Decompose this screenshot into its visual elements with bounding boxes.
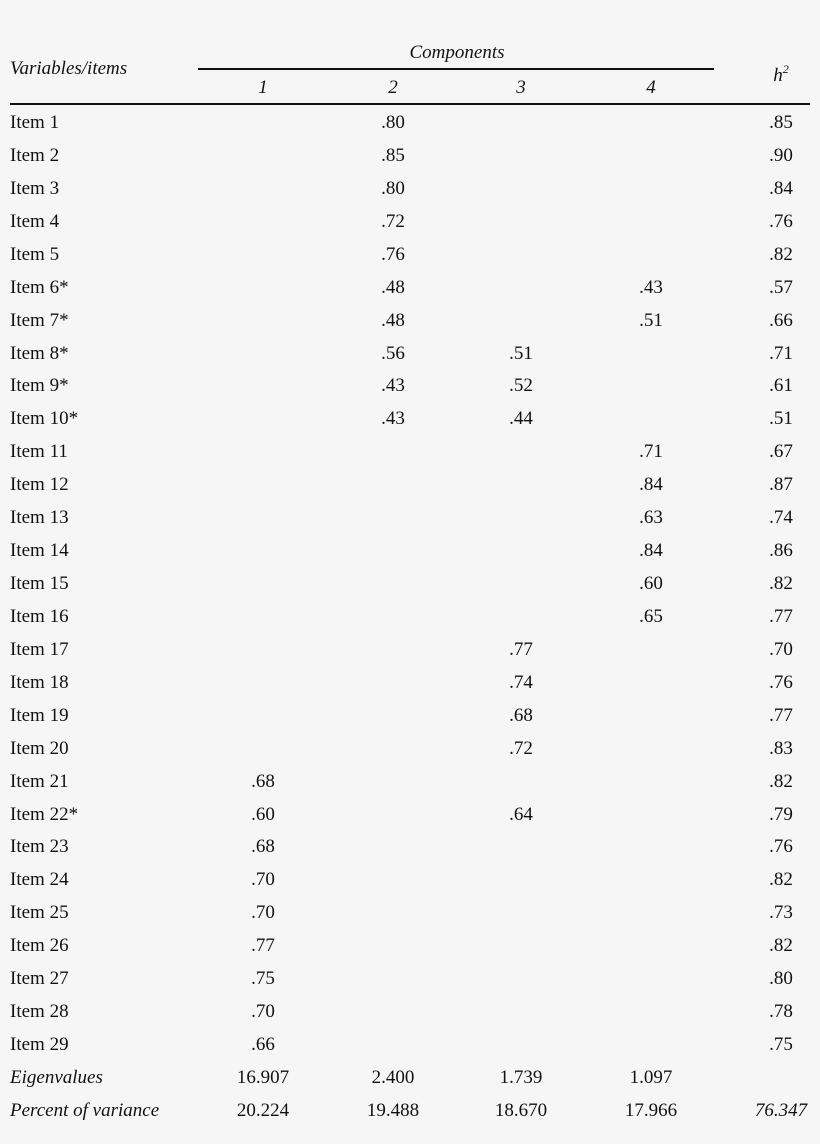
- loading-cell: .72: [509, 738, 533, 759]
- communality-cell: .77: [769, 705, 793, 726]
- summary-cell: 19.488: [366, 1100, 420, 1121]
- communality-cell: .66: [769, 310, 793, 331]
- communality-cell: .84: [769, 178, 793, 199]
- loading-cell: .48: [381, 310, 405, 331]
- communality-cell: .71: [769, 343, 793, 364]
- loading-cell: .43: [639, 277, 663, 298]
- row-label: Item 15: [10, 573, 69, 594]
- loading-cell: .65: [639, 606, 663, 627]
- communality-cell: .90: [769, 145, 793, 166]
- h2-sup: 2: [782, 62, 789, 76]
- row-label: Item 25: [10, 902, 69, 923]
- loading-cell: .80: [381, 178, 405, 199]
- row-label: Item 14: [10, 540, 69, 561]
- row-label: Item 12: [10, 474, 69, 495]
- communality-cell: .75: [769, 1034, 793, 1055]
- summary-cell: 76.347: [754, 1100, 808, 1121]
- component-4-header: 4: [646, 77, 656, 98]
- communality-cell: .86: [769, 540, 793, 561]
- row-label: Item 20: [10, 738, 69, 759]
- component-1-header: 1: [258, 77, 268, 98]
- row-label: Item 29: [10, 1034, 69, 1055]
- communality-cell: .82: [769, 771, 793, 792]
- row-label: Item 9*: [10, 375, 69, 396]
- loading-cell: .77: [509, 639, 533, 660]
- loading-cell: .80: [381, 112, 405, 133]
- row-label: Item 2: [10, 145, 60, 166]
- communality-cell: .85: [769, 112, 793, 133]
- row-label: Item 16: [10, 606, 69, 627]
- summary-cell: 1.739: [499, 1067, 543, 1088]
- summary-label: Percent of variance: [10, 1100, 160, 1121]
- component-2-header: 2: [388, 77, 398, 98]
- summary-cell: 17.966: [624, 1100, 678, 1121]
- loading-cell: .70: [251, 1001, 275, 1022]
- loading-cell: .64: [509, 804, 533, 825]
- communality-cell: .82: [769, 573, 793, 594]
- communality-cell: .73: [769, 902, 793, 923]
- summary-cell: 16.907: [236, 1067, 290, 1088]
- row-label: Item 26: [10, 935, 69, 956]
- communality-cell: .74: [769, 507, 793, 528]
- loading-cell: .68: [251, 771, 275, 792]
- loading-cell: .68: [251, 836, 275, 857]
- row-label: Item 27: [10, 968, 69, 989]
- row-label: Item 3: [10, 178, 60, 199]
- row-label: Item 24: [10, 869, 69, 890]
- header-bottom-rule: [10, 103, 810, 105]
- communality-cell: .78: [769, 1001, 793, 1022]
- communality-cell: .70: [769, 639, 793, 660]
- communality-cell: .79: [769, 804, 793, 825]
- loading-cell: .66: [251, 1034, 275, 1055]
- loading-cell: .75: [251, 968, 275, 989]
- components-header: Components: [409, 42, 505, 63]
- communality-cell: .82: [769, 935, 793, 956]
- row-label: Item 11: [10, 441, 68, 462]
- row-label: Item 7*: [10, 310, 69, 331]
- loading-cell: .84: [639, 540, 663, 561]
- row-label: Item 1: [10, 112, 60, 133]
- row-label: Item 17: [10, 639, 69, 660]
- summary-cell: 2.400: [371, 1067, 415, 1088]
- row-label: Item 23: [10, 836, 69, 857]
- loading-cell: .48: [381, 277, 405, 298]
- loading-cell: .43: [381, 408, 405, 429]
- loading-cell: .51: [509, 343, 533, 364]
- communality-cell: .87: [769, 474, 793, 495]
- row-label: Item 28: [10, 1001, 69, 1022]
- row-label: Item 4: [10, 211, 60, 232]
- row-label: Item 6*: [10, 277, 69, 298]
- row-label: Item 8*: [10, 343, 69, 364]
- loading-cell: .74: [509, 672, 533, 693]
- loading-cell: .60: [639, 573, 663, 594]
- loading-cell: .76: [381, 244, 405, 265]
- loading-cell: .51: [639, 310, 663, 331]
- loading-cell: .68: [509, 705, 533, 726]
- loading-cell: .71: [639, 441, 663, 462]
- loading-cell: .70: [251, 869, 275, 890]
- loading-cell: .60: [251, 804, 275, 825]
- loading-cell: .85: [381, 145, 405, 166]
- loading-cell: .63: [639, 507, 663, 528]
- row-label: Item 22*: [10, 804, 79, 825]
- loading-cell: .52: [509, 375, 533, 396]
- components-rule: [198, 68, 714, 70]
- communality-cell: .76: [769, 672, 793, 693]
- h2-base: h: [773, 65, 783, 86]
- communality-cell: .76: [769, 836, 793, 857]
- variables-header: Variables/items: [10, 58, 128, 79]
- communality-cell: .51: [769, 408, 793, 429]
- row-label: Item 21: [10, 771, 69, 792]
- communality-cell: .82: [769, 244, 793, 265]
- summary-cell: 18.670: [494, 1100, 548, 1121]
- communality-cell: .83: [769, 738, 793, 759]
- loading-cell: .77: [251, 935, 275, 956]
- communality-cell: .67: [769, 441, 793, 462]
- communality-cell: .57: [769, 277, 793, 298]
- component-3-header: 3: [516, 77, 526, 98]
- row-label: Item 18: [10, 672, 69, 693]
- loading-cell: .70: [251, 902, 275, 923]
- loading-cell: .84: [639, 474, 663, 495]
- row-label: Item 19: [10, 705, 69, 726]
- loading-cell: .56: [381, 343, 405, 364]
- communality-cell: .77: [769, 606, 793, 627]
- loading-cell: .43: [381, 375, 405, 396]
- row-label: Item 5: [10, 244, 60, 265]
- loading-cell: .72: [381, 211, 405, 232]
- communality-cell: .80: [769, 968, 793, 989]
- summary-cell: 1.097: [629, 1067, 673, 1088]
- summary-cell: 20.224: [236, 1100, 290, 1121]
- row-label: Item 10*: [10, 408, 79, 429]
- loading-cell: .44: [509, 408, 533, 429]
- row-label: Item 13: [10, 507, 69, 528]
- summary-label: Eigenvalues: [10, 1067, 103, 1088]
- h2-header: [773, 58, 789, 87]
- communality-cell: .76: [769, 211, 793, 232]
- communality-cell: .82: [769, 869, 793, 890]
- communality-cell: .61: [769, 375, 793, 396]
